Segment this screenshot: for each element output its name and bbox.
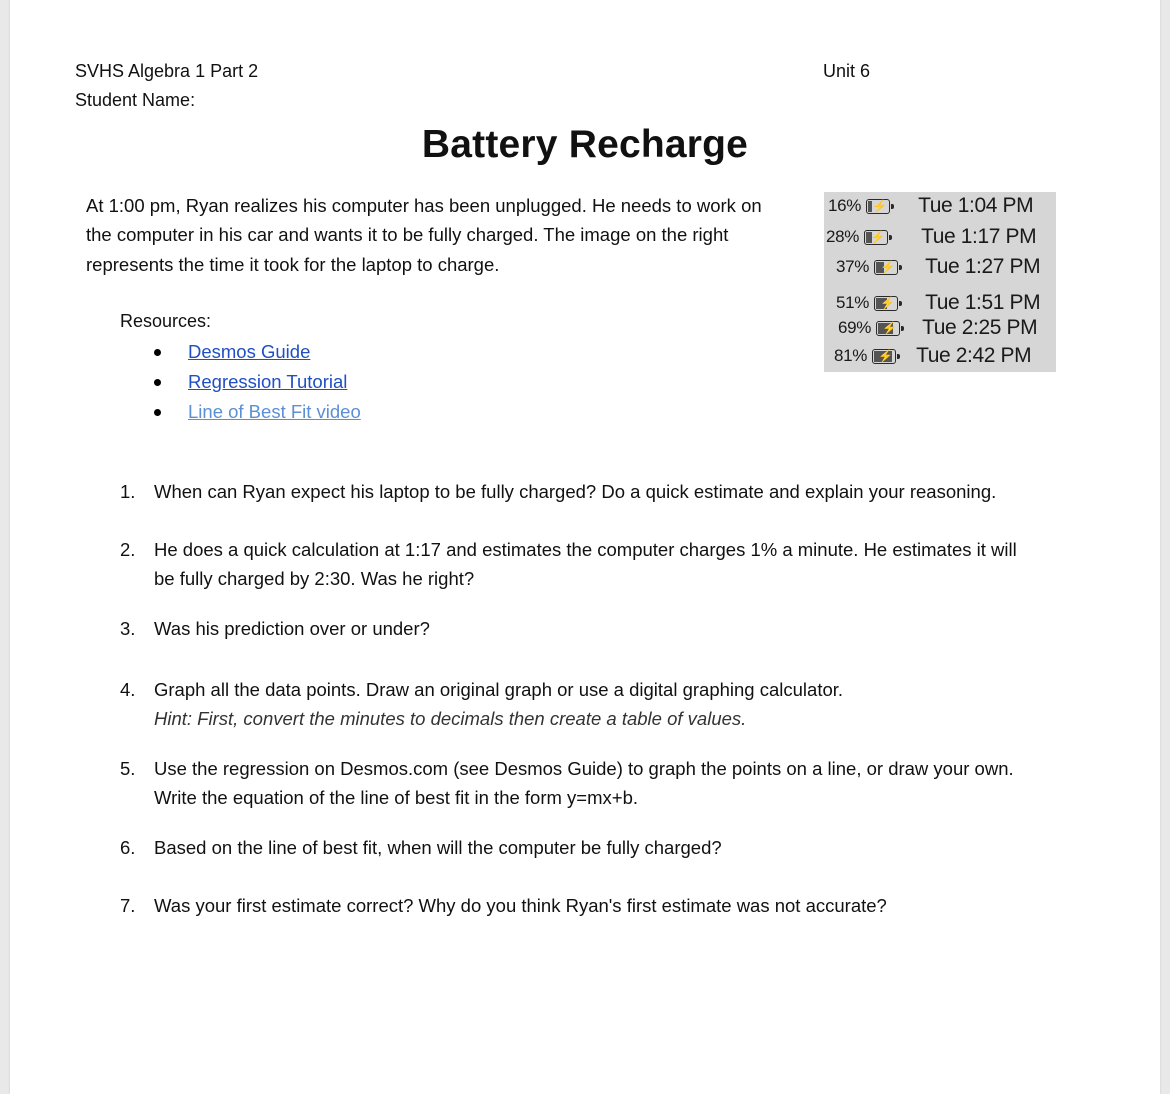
- battery-charging-icon: ⚡: [874, 296, 898, 311]
- battery-percent: 28%: [826, 227, 860, 246]
- question-number: 6.: [120, 837, 136, 858]
- resources-label: Resources:: [120, 311, 212, 331]
- battery-percent: 69%: [838, 318, 872, 337]
- battery-reading-row: [836, 291, 1040, 315]
- desmos-guide-link[interactable]: Desmos Guide: [188, 341, 311, 362]
- bullet-icon: [154, 409, 161, 416]
- question-text: He does a quick calculation at 1:17 and estimates the computer charges 1% a minute. He estimates it will: [154, 539, 1017, 560]
- page-title: Battery Recharge: [421, 123, 749, 166]
- intro-paragraph: [86, 191, 796, 279]
- battery-reading-row: [826, 225, 1036, 249]
- battery-time: Tue 2:25 PM: [922, 316, 1038, 339]
- question-text: Was his prediction over or under?: [154, 618, 430, 639]
- battery-percent: 81%: [834, 346, 868, 365]
- battery-time: Tue 2:42 PM: [916, 344, 1032, 367]
- question-number: 4.: [120, 679, 136, 700]
- list-item: [150, 399, 361, 429]
- question-text: When can Ryan expect his laptop to be fully charged? Do a quick estimate and explain your reasoning.: [154, 481, 997, 502]
- battery-charging-icon: ⚡: [864, 230, 888, 245]
- question-number: 1.: [120, 481, 136, 502]
- battery-time: Tue 1:27 PM: [925, 255, 1041, 278]
- question-text: be fully charged by 2:30. Was he right?: [154, 568, 475, 589]
- unit-label: Unit 6: [823, 61, 871, 81]
- battery-percent: 51%: [836, 293, 870, 312]
- student-name-label: Student Name:: [75, 90, 196, 110]
- battery-charging-icon: ⚡: [866, 199, 890, 214]
- question-text: Use the regression on Desmos.com (see Desmos Guide) to graph the points on a line, or draw your own.: [154, 758, 1014, 779]
- battery-time: Tue 1:17 PM: [921, 225, 1037, 248]
- question-number: 2.: [120, 539, 136, 560]
- battery-percent: 16%: [828, 196, 862, 215]
- course-name: SVHS Algebra 1 Part 2: [75, 61, 259, 81]
- battery-reading-row: [834, 344, 1031, 368]
- battery-time: Tue 1:04 PM: [918, 194, 1034, 217]
- battery-charging-icon: ⚡: [872, 349, 896, 364]
- question-text: Write the equation of the line of best fit in the form y=mx+b.: [154, 787, 638, 808]
- battery-screenshot: [824, 192, 1056, 372]
- battery-charging-icon: ⚡: [876, 321, 900, 336]
- list-item: [150, 339, 361, 369]
- battery-percent: 37%: [836, 257, 870, 276]
- intro-line: At 1:00 pm, Ryan realizes his computer has been unplugged. He needs to work on: [86, 195, 762, 216]
- battery-time: Tue 1:51 PM: [925, 291, 1041, 314]
- battery-charging-icon: ⚡: [874, 260, 898, 275]
- regression-tutorial-link[interactable]: Regression Tutorial: [188, 371, 348, 392]
- bullet-icon: [154, 379, 161, 386]
- question-text: Graph all the data points. Draw an original graph or use a digital graphing calculator.: [154, 679, 844, 700]
- question-text: Was your first estimate correct? Why do you think Ryan's first estimate was not accurate?: [154, 895, 887, 916]
- intro-line: represents the time it took for the laptop to charge.: [86, 253, 500, 275]
- battery-reading-row: [836, 255, 1040, 279]
- question-number: 3.: [120, 618, 136, 639]
- line-of-best-fit-video-link[interactable]: Line of Best Fit video: [188, 401, 361, 422]
- battery-reading-row: [828, 194, 1033, 218]
- question-text: Based on the line of best fit, when will the computer be fully charged?: [154, 837, 722, 858]
- resources-list: [150, 339, 361, 429]
- intro-line: the computer in his car and wants it to be fully charged. The image on the right: [86, 224, 729, 246]
- question-number: 7.: [120, 895, 136, 916]
- question-hint: Hint: First, convert the minutes to decimals then create a table of values.: [154, 708, 747, 729]
- question-number: 5.: [120, 758, 136, 779]
- bullet-icon: [154, 349, 161, 356]
- list-item: [150, 369, 361, 399]
- battery-reading-row: [838, 316, 1037, 340]
